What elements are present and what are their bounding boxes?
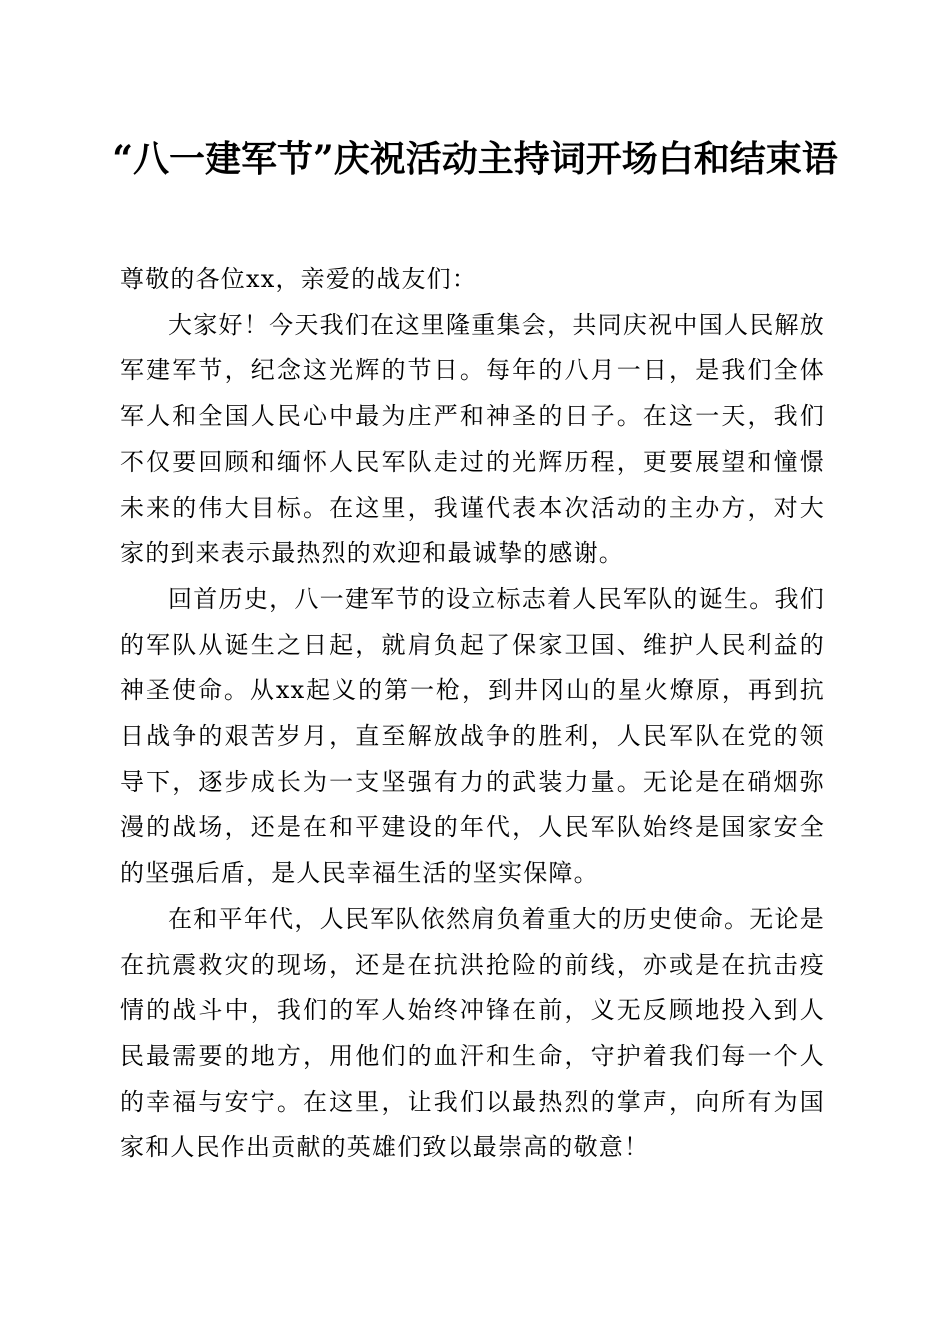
salutation: 尊敬的各位xx，亲爱的战友们： [120,265,478,293]
paragraph-1: 大家好！今天我们在这里隆重集会，共同庆祝中国人民解放军建军节，纪念这光辉的节日。每年的八月一日，是我们全体军人和全国人民心中最为庄严和神圣的日子。在这一天，我们不仅要回顾和缅怀人民军队走过的光辉历程，更要展望和憧憬未来的伟大目标。在这里，我谨代表本次活动的主办方，对大家的到来表示最热烈的欢迎和最诚挚的感谢。 [120,310,825,568]
paragraph-3: 在和平年代，人民军队依然肩负着重大的历史使命。无论是在抗震救灾的现场，还是在抗洪抢险的前线，亦或是在抗击疫情的战斗中，我们的军人始终冲锋在前，义无反顾地投入到人民最需要的地方，用他们的血汗和生命，守护着我们每一个人的幸福与安宁。在这里，让我们以最热烈的掌声，向所有为国家和人民作出贡献的英雄们致以最崇高的敬意！ [120,904,825,1162]
document-title: “八一建军节”庆祝活动主持词开场白和结束语 [112,138,838,180]
paragraph-2: 回首历史，八一建军节的设立标志着人民军队的诞生。我们的军队从诞生之日起，就肩负起了保家卫国、维护人民利益的神圣使命。从xx起义的第一枪，到井冈山的星火燎原，再到抗日战争的艰苦岁月，直至解放战争的胜利，人民军队在党的领导下，逐步成长为一支坚强有力的武装力量。无论是在硝烟弥漫的战场，还是在和平建设的年代，人民军队始终是国家安全的坚强后盾，是人民幸福生活的坚实保障。 [120,584,825,888]
document-body [120,257,825,1171]
